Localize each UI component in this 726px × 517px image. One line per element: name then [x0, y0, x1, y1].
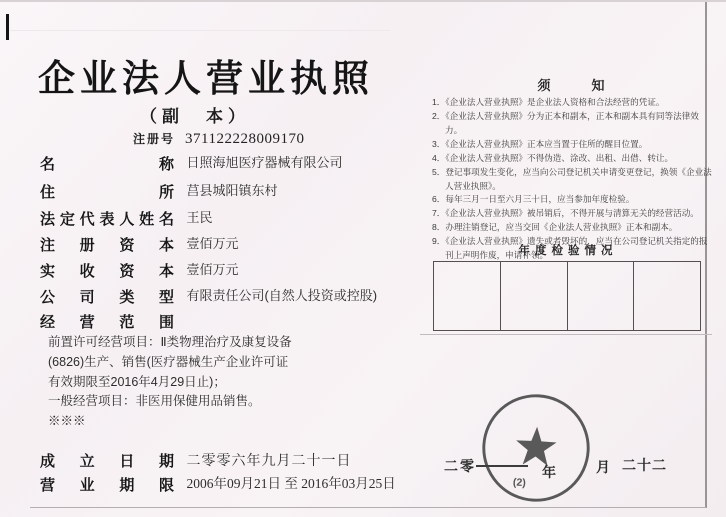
name-label: 名称 [40, 156, 174, 173]
notice-item: 8．办理注销登记，应当交回《企业法人营业执照》正本和副本。 [432, 222, 678, 233]
legal-rep-label: 法定代表人姓名 [40, 211, 174, 228]
business-term-label: 营业期限 [40, 477, 174, 494]
field-row-address [40, 181, 430, 202]
scan-edge-bottom [30, 507, 706, 508]
seal-star-icon [515, 426, 557, 467]
paid-in-capital-value: 壹佰万元 [186, 262, 239, 277]
establish-date-value: 二零零六年九月二十一日 [186, 452, 352, 468]
issue-date-month-char: 月 [596, 459, 610, 475]
field-row-establish-date [40, 450, 430, 471]
issue-date-day: 二十二 [622, 457, 667, 473]
address-label: 住所 [40, 184, 174, 201]
issue-date-prefix: 二零 [444, 458, 476, 474]
notice-item: 2．《企业法人营业执照》分为正本和副本，正本和副本具有同等法律效力。 [432, 110, 699, 135]
notice-item: 9．《企业法人营业执照》遗失或者毁坏的，应当在公司登记机关指定的报刊上声明作废，申请补领。 [432, 236, 708, 261]
notice-item: 1．《企业法人营业执照》是企业法人资格和合法经营的凭证。 [432, 97, 665, 107]
notice-item: 3．《企业法人营业执照》正本应当置于住所的醒目位置。 [432, 138, 648, 149]
business-scope-line-2: 一般经营项目：非医用保健用品销售。※※※ [48, 394, 261, 428]
business-scope-line-1: 前置许可经营项目：Ⅱ类物理治疗及康复设备(6826)生产、销售(医疗器械生产企业许可证有效期限至2016年4月29日止)； [48, 335, 292, 389]
notice-item: 4．《企业法人营业执照》不得伪造、涂改、出租、出借、转让。 [432, 152, 674, 163]
company-type-label: 公司类型 [40, 289, 174, 306]
issue-date-year-char: 年 [542, 464, 556, 480]
annual-inspection-table [433, 261, 701, 331]
business-scope-value [48, 332, 293, 431]
license-title: 企业法人营业执照 [38, 58, 374, 99]
scan-artifact-mark [6, 14, 9, 40]
license-subtitle: （副 本） [140, 107, 250, 126]
registered-capital-label: 注册资本 [40, 237, 174, 254]
seal-number: (2) [512, 476, 527, 490]
paper-crease-line [420, 334, 712, 335]
field-row-name [40, 153, 430, 174]
scan-edge-top [0, 0, 726, 2]
field-row-registered-capital [40, 234, 430, 255]
company-type-value: 有限责任公司(自然人投资或控股) [186, 288, 378, 303]
establish-date-label: 成立日期 [40, 453, 174, 470]
field-row-business-term [40, 474, 430, 495]
annual-inspection-cell [501, 262, 568, 330]
notice-item: 6．每年三月一日至六月三十日，应当参加年度检验。 [432, 194, 635, 205]
annual-inspection-cell [434, 262, 501, 330]
registration-number-line [133, 130, 304, 148]
field-row-paid-in-capital [40, 260, 430, 281]
paid-in-capital-label: 实收资本 [40, 263, 174, 280]
registered-capital-value: 壹佰万元 [186, 236, 239, 251]
annual-inspection-cell [568, 262, 635, 330]
name-value: 日照海旭医疗器械有限公司 [186, 155, 343, 170]
registration-number-value: 371122228009170 [185, 131, 305, 147]
address-value: 莒县城阳镇东村 [186, 183, 278, 198]
annual-inspection-cell [634, 262, 700, 330]
notice-title: 须 知 [537, 78, 619, 93]
registration-number-label: 注册号 [133, 132, 176, 146]
business-term-value: 2006年09月21日 至 2016年03月25日 [186, 476, 396, 491]
field-row-legal-rep [40, 208, 430, 229]
field-row-business-scope [40, 311, 430, 431]
notice-item: 7．《企业法人营业执照》被吊销后，不得开展与清算无关的经营活动。 [432, 208, 699, 219]
official-seal [475, 387, 597, 509]
legal-rep-value: 王民 [186, 210, 213, 225]
field-row-company-type [40, 286, 430, 307]
paper-crease-line-faint [10, 30, 390, 31]
business-scope-label: 经营范围 [40, 314, 174, 331]
notice-item: 5．登记事项发生变化，应当向公司登记机关申请变更登记，换领《企业法人营业执照》。 [432, 166, 712, 191]
annual-inspection-title: 年度检验情况 [518, 245, 618, 257]
notice-list [432, 96, 716, 263]
